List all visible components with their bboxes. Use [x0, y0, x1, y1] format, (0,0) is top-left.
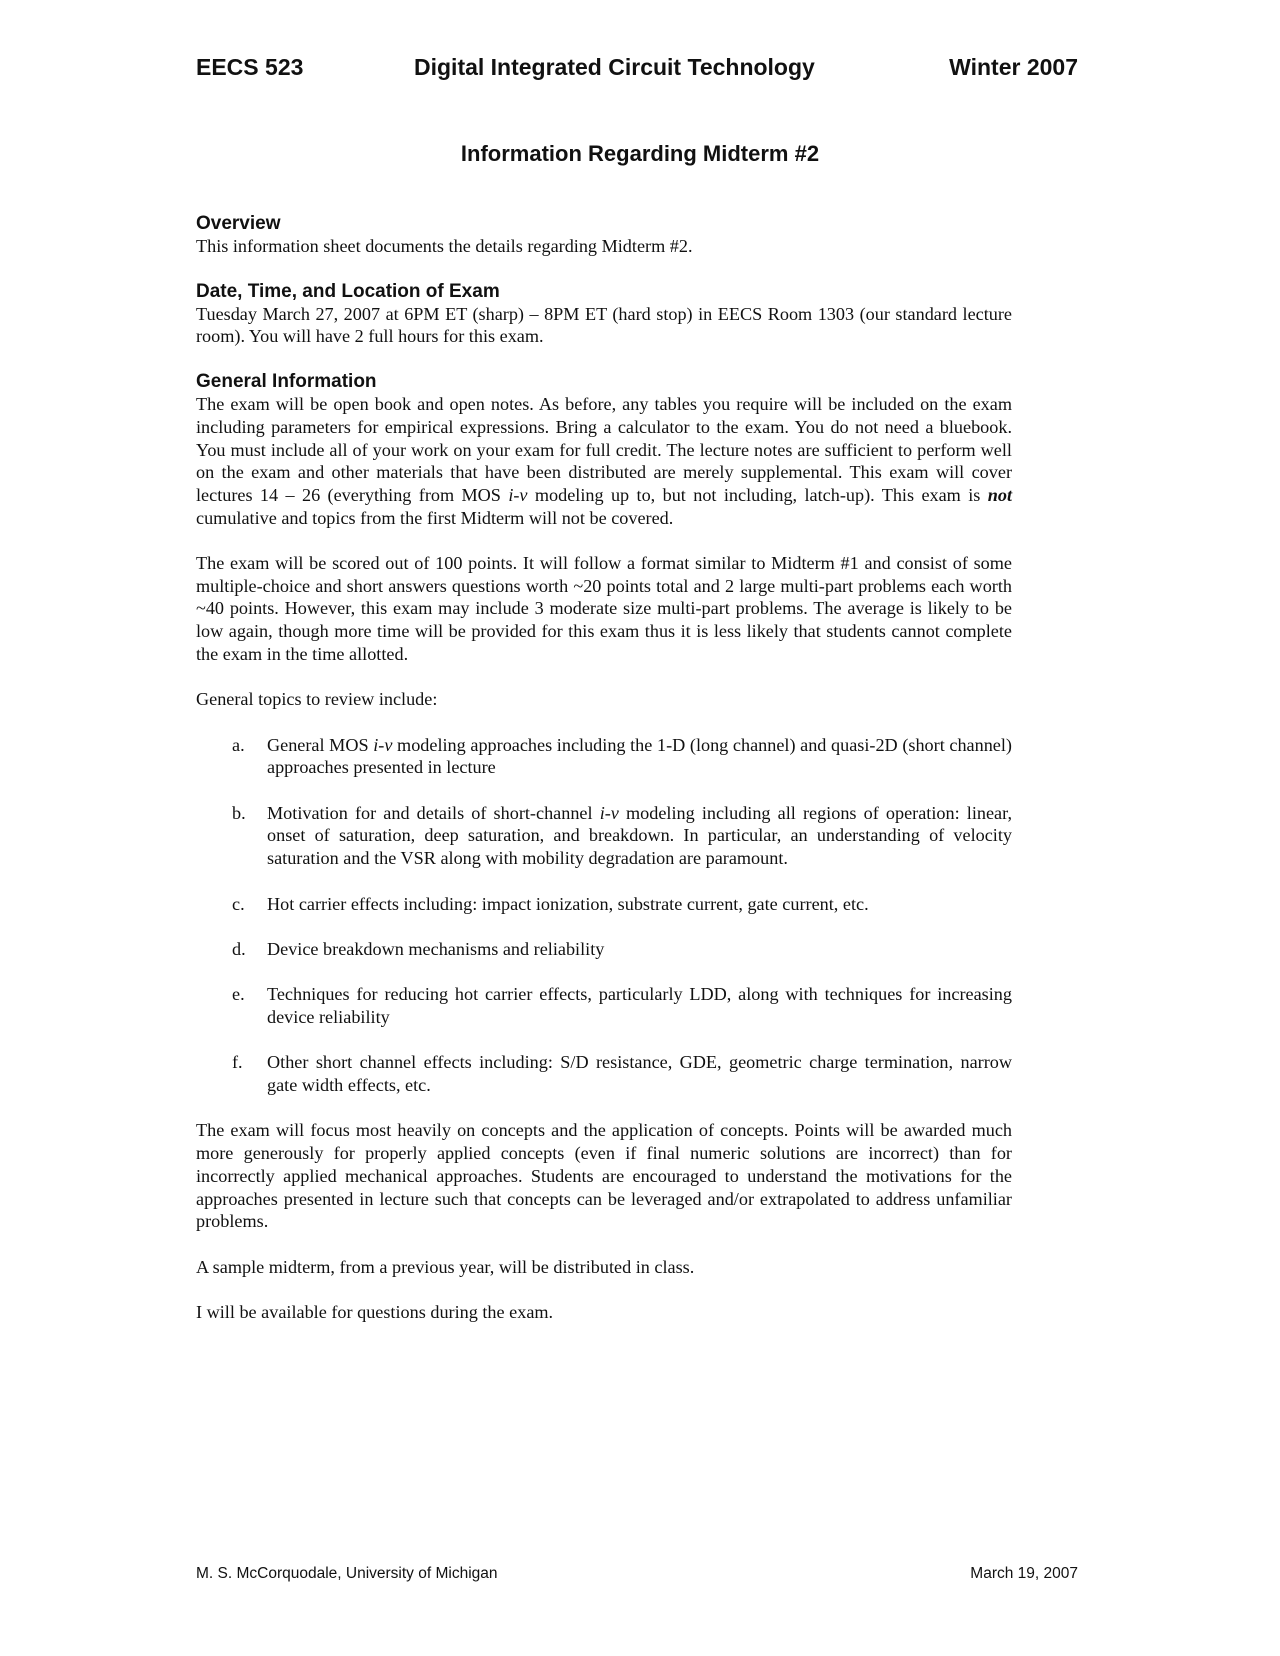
general-paragraph-2: The exam will be scored out of 100 points. It will follow a format similar to Midterm #1 and consist of some multiple-choice and short answers questions worth ~20 points total and 2 large multi-part problems each worth ~40 points. However, this exam may include 3 moderate size multi-part problems. The average is likely to be low again, though more time will be provided for this exam thus it is less likely that students cannot complete the exam in the time allotted. — [196, 553, 1012, 664]
document-body — [196, 212, 1012, 1324]
general-heading: General Information — [196, 371, 377, 393]
topic-text: Hot carrier effects including: impact ionization, substrate current, gate current, etc. — [267, 893, 869, 914]
topics-list — [196, 734, 1012, 1097]
footer-author: M. S. McCorquodale, University of Michigan — [196, 1565, 498, 1582]
datetime-text: Tuesday March 27, 2007 at 6PM ET (sharp) – 8PM ET (hard stop) in EECS Room 1303 (our standard lecture room). You will have 2 full hours for this exam. — [196, 303, 1012, 347]
general-p1-not: not — [987, 484, 1012, 505]
datetime-heading: Date, Time, and Location of Exam — [196, 280, 500, 302]
spacer — [196, 258, 1012, 280]
overview-text: This information sheet documents the details regarding Midterm #2. — [196, 236, 693, 256]
course-title: Digital Integrated Circuit Technology — [414, 54, 815, 80]
general-p1-part-c: cumulative and topics from the first Midterm will not be covered. — [196, 507, 674, 528]
topic-text-post: modeling approaches including the 1-D (long channel) and quasi-2D (short channel) approaches presented in lecture — [267, 734, 1012, 778]
topic-text: Techniques for reducing hot carrier effects, particularly LDD, along with techniques for increasing device reliability — [267, 984, 1012, 1027]
general-p1-iv: i-v — [508, 484, 528, 505]
list-item — [196, 938, 1012, 961]
course-number: EECS 523 — [196, 54, 304, 80]
footer-date: March 19, 2007 — [970, 1565, 1078, 1582]
topic-text: Device breakdown mechanisms and reliability — [267, 938, 605, 959]
list-marker: a. — [232, 734, 245, 755]
closing-paragraph-2: A sample midterm, from a previous year, will be distributed in class. — [196, 1256, 695, 1277]
list-marker: b. — [232, 802, 246, 823]
spacer — [196, 666, 1012, 689]
list-marker: f. — [232, 1052, 243, 1073]
topic-text-pre: General MOS — [267, 734, 374, 755]
topic-text-pre: Motivation for and details of short-channel — [267, 802, 600, 823]
spacer — [196, 1233, 1012, 1256]
closing-paragraph-1: The exam will focus most heavily on concepts and the application of concepts. Points will be awarded much more generously for properly applied concepts (even if final numeric solutions are incorrect) than for incorrectly applied mechanical approaches. Students are encouraged to understand the motivations for the approaches presented in lecture such that concepts can be leveraged and/or extrapolated to address unfamiliar problems. — [196, 1120, 1012, 1232]
document-title: Information Regarding Midterm #2 — [460, 141, 820, 166]
list-item — [196, 734, 1012, 779]
list-item — [196, 983, 1012, 1028]
general-paragraph-1 — [196, 393, 1012, 529]
general-paragraph-3: General topics to review include: — [196, 689, 438, 710]
list-marker: d. — [232, 938, 246, 959]
spacer — [196, 348, 1012, 370]
general-p1-part-b: modeling up to, but not including, latch-up). This exam is — [527, 484, 988, 505]
spacer — [196, 529, 1012, 552]
closing-paragraph-3: I will be available for questions during the exam. — [196, 1302, 554, 1323]
list-marker: c. — [232, 893, 245, 914]
page-header — [196, 54, 1078, 86]
topic-text-post: modeling including all regions of operation: linear, onset of saturation, deep saturation, and breakdown. In particular, an understanding of velocity saturation and the VSR along with mobility degradation are paramount. — [267, 802, 1012, 869]
list-item — [196, 802, 1012, 870]
spacer — [196, 1278, 1012, 1301]
list-marker: e. — [232, 984, 245, 1005]
term: Winter 2007 — [949, 54, 1078, 80]
topic-text-em: i-v — [373, 734, 393, 755]
general-p1-part-a: The exam will be open book and open notes. As before, any tables you require will be included on the exam including parameters for empirical expressions. Bring a calculator to the exam. You do not need a bluebook. You must include all of your work on your exam for full credit. The lecture notes are sufficient to perform well on the exam and other materials that have been distributed are merely supplemental. This exam will cover lectures 14 – 26 (everything from MOS — [196, 394, 1012, 505]
topic-text: Other short channel effects including: S/D resistance, GDE, geometric charge termination, narrow gate width effects, etc. — [267, 1052, 1012, 1096]
list-item — [196, 1051, 1012, 1096]
topic-text-em: i-v — [599, 802, 619, 823]
list-item — [196, 893, 1012, 916]
spacer — [196, 711, 1012, 734]
overview-heading: Overview — [196, 213, 281, 234]
